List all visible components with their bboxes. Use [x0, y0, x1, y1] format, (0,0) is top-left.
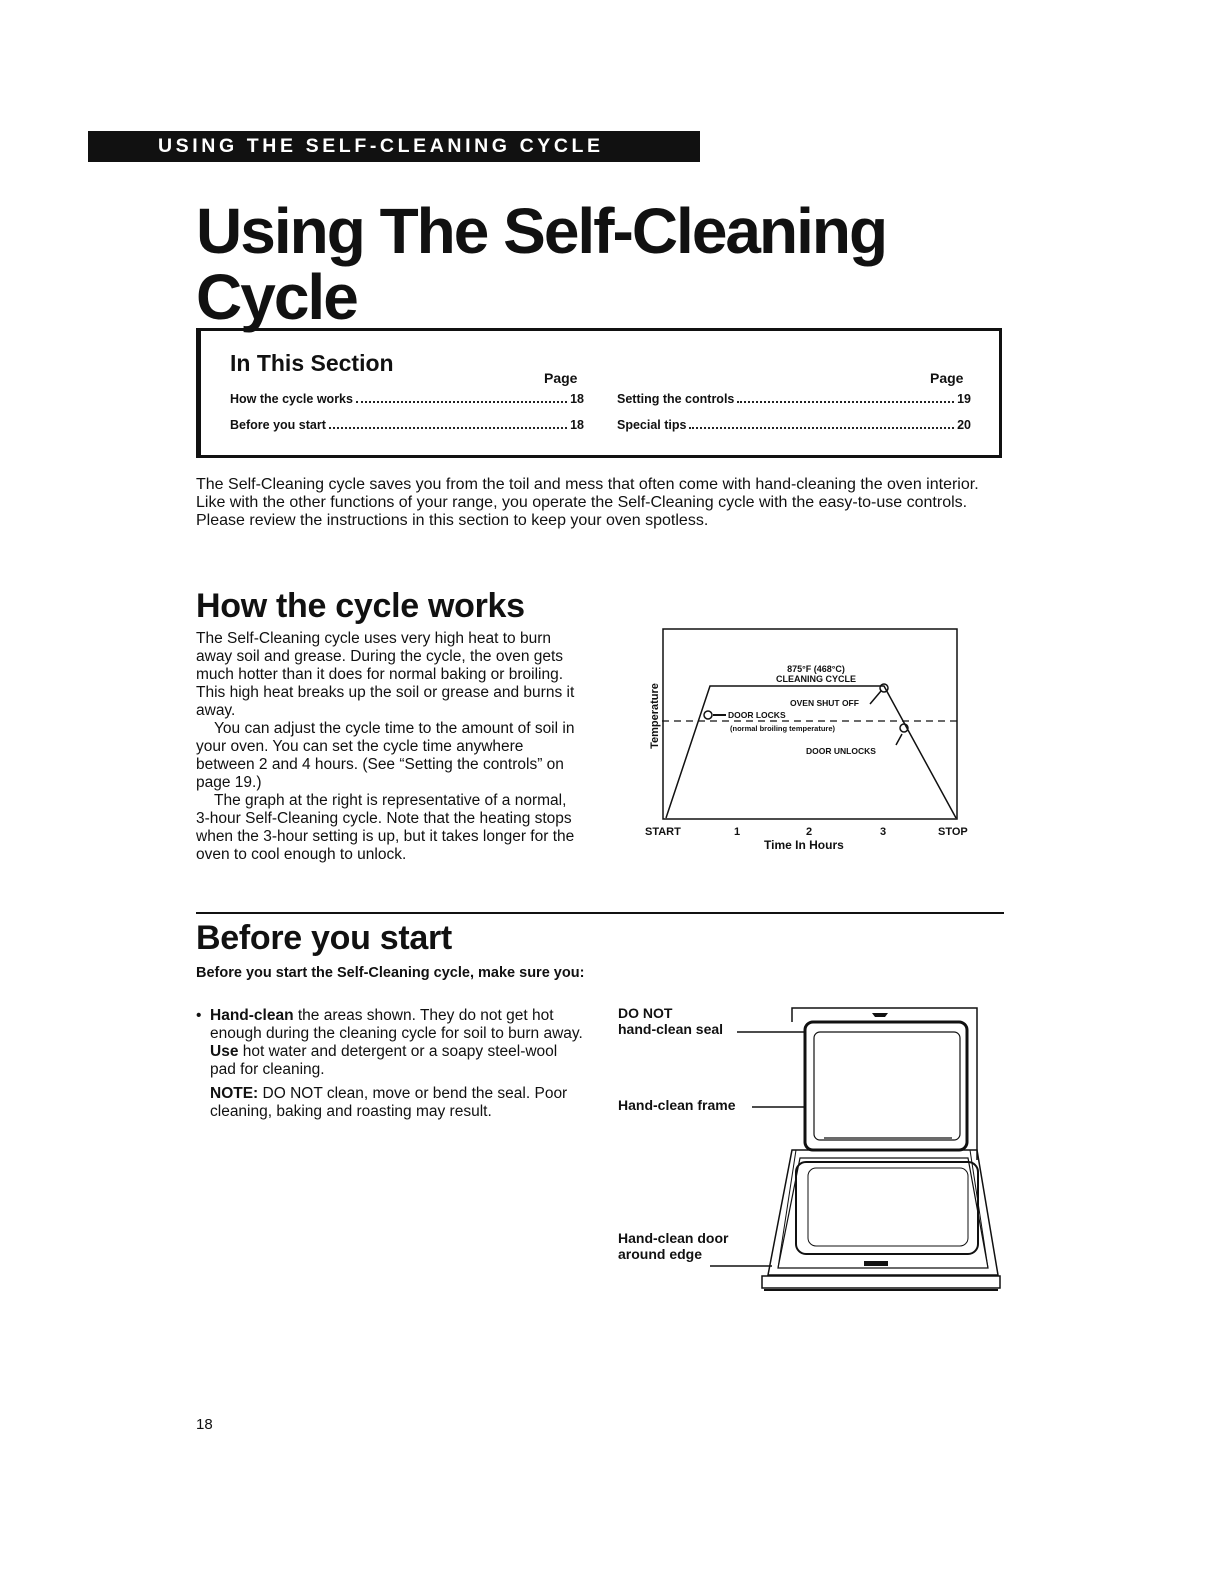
graph-tick-start: START: [645, 826, 681, 838]
before-bullet-list: [196, 1007, 586, 1121]
page-title: [196, 195, 1016, 333]
toc-entry-label: Setting the controls: [617, 392, 735, 406]
bullet-item-hand-clean: [196, 1007, 586, 1079]
graph-x-axis-label: Time In Hours: [764, 838, 844, 852]
how-cycle-works-heading: How the cycle works: [196, 587, 525, 625]
toc-entry-page: 18: [570, 418, 584, 432]
before-lead: Before you start the Self-Cleaning cycle, make sure you:: [196, 965, 585, 981]
graph-normal-broil: (normal broiling temperature): [730, 724, 836, 733]
graph-y-axis-label: Temperature: [649, 683, 661, 749]
bullet-mark: •: [196, 1007, 202, 1024]
toc-entry-page: 20: [957, 418, 971, 432]
label-hand-clean-frame: Hand-clean frame: [618, 1097, 736, 1113]
section-divider: [196, 912, 1004, 914]
label-do-not-line2: hand-clean seal: [618, 1021, 724, 1037]
toc-entry-page: 19: [957, 392, 971, 406]
graph-tick-stop: STOP: [938, 826, 968, 838]
how-paragraph-1: The Self-Cleaning cycle uses very high heat to burn away soil and grease. During the cycle, the oven gets much hotter than it does for normal baking or broiling. This high heat breaks up the soil or grease and burns it away.: [196, 630, 575, 719]
toc-entry-label: Before you start: [230, 418, 326, 432]
how-paragraph-3: The graph at the right is representative of a normal, 3-hour Self-Cleaning cycle. Note that the heating stops when the 3-hour setting is up, but it takes longer for the oven to cool enough to unlock.: [196, 792, 575, 863]
page-title-line1: Using The Self-Cleaning: [196, 195, 887, 267]
toc-entry-label: Special tips: [617, 418, 687, 432]
use-bold: Use: [210, 1043, 239, 1060]
page-number: 18: [196, 1416, 213, 1433]
label-hand-clean-door-line2: around edge: [618, 1246, 703, 1262]
label-do-not-line1: DO NOT: [618, 1005, 673, 1021]
graph-oven-shut-off: OVEN SHUT OFF: [790, 698, 859, 708]
section-header-band: USING THE SELF-CLEANING CYCLE: [88, 131, 700, 162]
graph-tick-2: 2: [806, 826, 813, 838]
before-you-start-heading: Before you start: [196, 919, 452, 957]
graph-temp-label: 875°F (468°C): [787, 664, 845, 674]
toc-entry-special-tips[interactable]: [617, 418, 971, 432]
label-hand-clean-door-line1: Hand-clean door: [618, 1230, 729, 1246]
toc-heading: In This Section: [230, 350, 394, 376]
toc-entry-before-you-start[interactable]: [230, 418, 584, 432]
graph-door-unlocks: DOOR UNLOCKS: [806, 746, 876, 756]
bullet-bold: Hand-clean: [210, 1007, 294, 1024]
note-bold: NOTE:: [210, 1085, 259, 1102]
graph-tick-1: 1: [734, 826, 741, 838]
page-title-line2: Cycle: [196, 261, 357, 333]
how-paragraph-2: You can adjust the cycle time to the amount of soil in your oven. You can set the cycle time anywhere between 2 and 4 hours. (See “Setting the controls” on page 19.): [196, 720, 575, 791]
note-text-block: [196, 1085, 586, 1121]
how-cycle-works-body: [196, 630, 580, 864]
toc-page-header-left: Page: [544, 370, 578, 386]
toc-entry-label: How the cycle works: [230, 392, 353, 406]
intro-paragraph: The Self-Cleaning cycle saves you from the toil and mess that often come with hand-cleaning the oven interior. Like with the other functions of your range, you operate the Self-Cleaning cycle with the easy-to-use controls. Please review the instructions in this section to keep your oven spotless.: [196, 476, 979, 529]
note-text: DO NOT clean, move or bend the seal. Poor cleaning, baking and roasting may result.: [210, 1085, 568, 1120]
graph-cycle-label: CLEANING CYCLE: [775, 674, 856, 684]
toc-page-header-right: Page: [930, 370, 964, 386]
graph-tick-3: 3: [880, 826, 887, 838]
bullet-text: the areas shown. They do not get hot enough during the cleaning cycle for soil to burn away.: [210, 1007, 583, 1042]
oven-illustration: [600, 1000, 1010, 1310]
toc-entry-setting-controls[interactable]: [617, 392, 971, 406]
use-text: hot water and detergent or a soapy steel-wool pad for cleaning.: [210, 1043, 558, 1078]
graph-door-locks: DOOR LOCKS: [728, 710, 786, 720]
toc-entry-how-cycle-works[interactable]: [230, 392, 584, 406]
cleaning-cycle-graph: [662, 628, 958, 820]
toc-entry-page: 18: [570, 392, 584, 406]
